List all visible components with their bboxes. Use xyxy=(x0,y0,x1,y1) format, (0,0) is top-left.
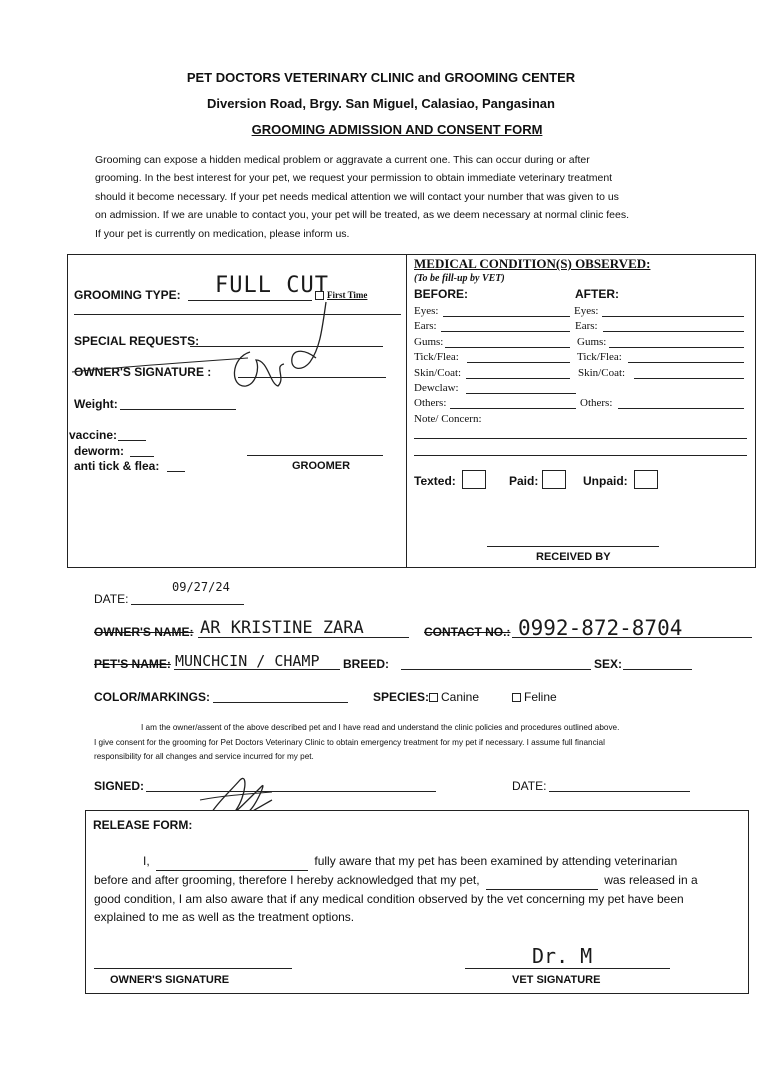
before-row-field[interactable] xyxy=(443,316,570,317)
intro-line: on admission. If we are unable to contact you, your pet will be treated, as we deem necessary at normal clinic fees. xyxy=(95,209,630,222)
release-pet-blank[interactable] xyxy=(486,871,598,890)
release-text: before and after grooming, therefore I hereby acknowledged that my pet, xyxy=(94,873,480,887)
after-row-label: Others: xyxy=(580,397,613,409)
vet-signature-line[interactable] xyxy=(465,968,670,969)
anti-tick-field[interactable] xyxy=(167,471,185,472)
after-row-label: Skin/Coat: xyxy=(578,367,626,379)
release-owner-signature-line[interactable] xyxy=(94,968,292,969)
form-title: GROOMING ADMISSION AND CONSENT FORM xyxy=(251,122,543,137)
paid-label: Paid: xyxy=(509,474,539,488)
deworm-field[interactable] xyxy=(130,456,154,457)
after-row-label: Gums: xyxy=(577,336,607,348)
release-line-4: explained to me as well as the treatment options. xyxy=(94,910,355,924)
after-row-field[interactable] xyxy=(609,347,744,348)
release-line-3: good condition, I am also aware that if any medical condition observed by the vet concerning my pet have been xyxy=(94,892,684,906)
feline-box xyxy=(512,693,521,702)
special-requests-label: SPECIAL REQUESTS: xyxy=(74,334,200,348)
after-row-field[interactable] xyxy=(602,316,744,317)
breed-label: BREED: xyxy=(343,657,390,671)
signed-field[interactable] xyxy=(146,791,436,792)
date-value: 09/27/24 xyxy=(172,580,230,594)
after-row-label: Eyes: xyxy=(574,305,599,317)
before-row-label: Ears: xyxy=(414,320,437,332)
owner-name-label: OWNER'S NAME: xyxy=(94,625,194,639)
weight-label: Weight: xyxy=(74,397,118,411)
consent-date-label: DATE: xyxy=(512,779,547,793)
intro-paragraph xyxy=(95,151,705,243)
after-row-label: Tick/Flea: xyxy=(577,351,622,363)
before-row-label: Gums: xyxy=(414,336,444,348)
note-label: Note/ Concern: xyxy=(414,413,482,425)
after-label: AFTER: xyxy=(575,287,619,301)
owner-signature-label: OWNER'S SIGNATURE : xyxy=(74,365,212,379)
release-line-2 xyxy=(94,871,744,890)
owner-name-value: AR KRISTINE ZARA xyxy=(200,618,364,638)
canine-box xyxy=(429,693,438,702)
clinic-name: PET DOCTORS VETERINARY CLINIC and GROOMING CENTER xyxy=(186,70,576,85)
release-i-label: I, xyxy=(143,854,150,868)
release-text: fully aware that my pet has been examined by attending veterinarian xyxy=(314,854,678,868)
feline-label: Feline xyxy=(524,690,557,704)
owner-signature-scribble xyxy=(70,300,340,400)
contact-value: 0992-872-8704 xyxy=(518,616,683,640)
paid-checkbox[interactable] xyxy=(542,470,566,489)
first-time-label: First Time xyxy=(327,290,368,300)
groomer-label: GROOMER xyxy=(292,460,351,472)
before-row-field[interactable] xyxy=(450,408,576,409)
canine-label: Canine xyxy=(441,690,480,704)
consent-line-1: I am the owner/assent of the above described pet and I have read and understand the clinic policies and procedures outlined above. xyxy=(141,723,620,732)
before-row-field[interactable] xyxy=(445,347,570,348)
unpaid-checkbox[interactable] xyxy=(634,470,658,489)
signed-label: SIGNED: xyxy=(94,779,145,793)
intro-line: Grooming can expose a hidden medical problem or aggravate a current one. This can occur during or after xyxy=(95,154,590,166)
unpaid-label: Unpaid: xyxy=(583,474,628,488)
release-text: was released in a xyxy=(604,873,698,887)
grooming-type-label: GROOMING TYPE: xyxy=(74,288,181,302)
breed-field[interactable] xyxy=(401,669,591,670)
consent-line-3: responsibility for all changes and service incurred for my pet. xyxy=(94,752,314,761)
contact-label: CONTACT NO.: xyxy=(424,625,511,639)
before-row-label: Others: xyxy=(414,397,447,409)
after-row-label: Ears: xyxy=(575,320,598,332)
vet-signature-label: VET SIGNATURE xyxy=(512,974,601,986)
release-line-1 xyxy=(94,852,744,871)
after-row-field[interactable] xyxy=(634,378,744,379)
species-label: SPECIES: xyxy=(373,690,430,704)
first-time-checkbox[interactable] xyxy=(315,290,367,300)
note-field[interactable] xyxy=(414,438,747,439)
date-label: DATE: xyxy=(94,592,129,606)
canine-option[interactable] xyxy=(429,690,479,704)
before-row-field[interactable] xyxy=(467,362,570,363)
intro-line: should it become necessary. If your pet needs medical attention we will contact your number that was given to us xyxy=(95,190,619,203)
color-label: COLOR/MARKINGS: xyxy=(94,690,210,704)
feline-option[interactable] xyxy=(512,690,557,704)
after-row-field[interactable] xyxy=(618,408,744,409)
before-row-label: Dewclaw: xyxy=(414,382,459,394)
release-title: RELEASE FORM: xyxy=(93,818,193,832)
clinic-address: Diversion Road, Brgy. San Miguel, Calasiao, Pangasinan xyxy=(207,96,555,111)
consent-line-2: I give consent for the grooming for Pet Doctors Veterinary Clinic to obtain emergency treatment for my pet if necessary. I assume full financial xyxy=(94,738,605,747)
sex-field[interactable] xyxy=(623,669,692,670)
intro-line: grooming. In the best interest for your pet, we request your permission to obtain immediate veterinary treatment xyxy=(95,172,613,185)
anti-tick-label: anti tick & flea: xyxy=(74,459,160,473)
before-row-field[interactable] xyxy=(441,331,570,332)
pet-name-value: MUNCHCIN / CHAMP xyxy=(175,652,320,670)
received-by-line[interactable] xyxy=(487,546,659,547)
before-row-label: Tick/Flea: xyxy=(414,351,459,363)
release-paragraph xyxy=(94,852,744,926)
pet-name-label: PET'S NAME: xyxy=(94,657,171,671)
vaccine-label: vaccine: xyxy=(69,428,118,442)
received-by-label: RECEIVED BY xyxy=(536,551,611,563)
after-row-field[interactable] xyxy=(628,362,744,363)
consent-date-field[interactable] xyxy=(549,791,690,792)
color-field[interactable] xyxy=(213,702,348,703)
note-field[interactable] xyxy=(414,455,747,456)
before-label: BEFORE: xyxy=(414,287,468,301)
medical-title: MEDICAL CONDITION(S) OBSERVED: xyxy=(414,256,651,271)
texted-checkbox[interactable] xyxy=(462,470,486,489)
before-row-label: Skin/Coat: xyxy=(414,367,462,379)
after-row-field[interactable] xyxy=(603,331,744,332)
vaccine-field[interactable] xyxy=(118,440,146,441)
vet-initials: Dr. M xyxy=(532,944,593,968)
weight-field[interactable] xyxy=(120,409,236,410)
before-row-label: Eyes: xyxy=(414,305,439,317)
before-row-field[interactable] xyxy=(466,393,576,394)
sex-label: SEX: xyxy=(594,657,623,671)
release-owner-blank[interactable] xyxy=(156,852,308,871)
before-row-field[interactable] xyxy=(466,378,570,379)
intro-line: If your pet is currently on medication, please inform us. xyxy=(95,227,350,240)
release-owner-signature-label: OWNER'S SIGNATURE xyxy=(110,974,230,986)
date-field[interactable] xyxy=(131,604,244,605)
medical-subtitle: (To be fill-up by VET) xyxy=(414,273,505,284)
grooming-type-value: FULL CUT xyxy=(215,273,329,298)
deworm-label: deworm: xyxy=(74,444,125,458)
texted-label: Texted: xyxy=(414,474,456,488)
groomer-signature-line[interactable] xyxy=(247,455,383,456)
admission-box-divider xyxy=(406,254,407,568)
